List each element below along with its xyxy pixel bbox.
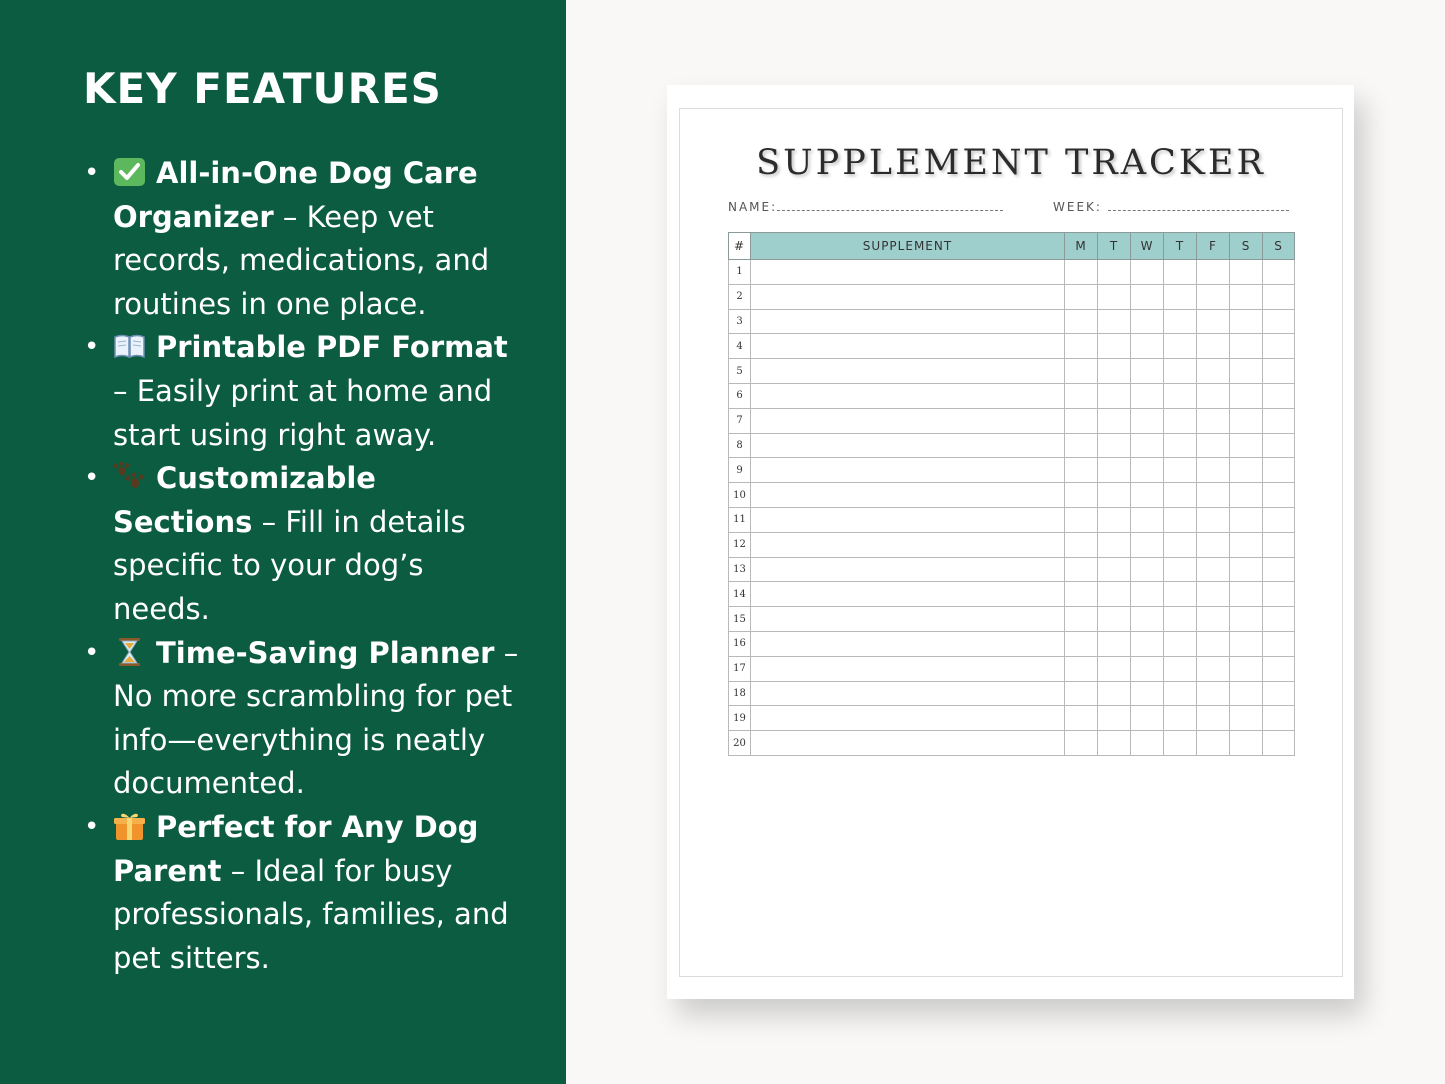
table-header-row (729, 233, 1295, 260)
day-cell (1263, 631, 1295, 656)
day-cell (1065, 557, 1098, 582)
table-row (729, 408, 1295, 433)
day-cell (1164, 408, 1197, 433)
day-cell (1197, 631, 1230, 656)
bullet: • (84, 463, 100, 494)
day-cell (1065, 383, 1098, 408)
day-cell (1065, 309, 1098, 334)
row-number: 6 (729, 383, 751, 408)
day-cell (1065, 706, 1098, 731)
day-cell (1263, 260, 1295, 285)
day-cell (1164, 334, 1197, 359)
row-number: 2 (729, 284, 751, 309)
supplement-cell (751, 507, 1065, 532)
day-cell (1164, 458, 1197, 483)
table-row (729, 557, 1295, 582)
day-cell (1164, 681, 1197, 706)
column-header: F (1197, 233, 1230, 260)
day-cell (1197, 656, 1230, 681)
day-cell (1131, 383, 1164, 408)
day-cell (1098, 731, 1131, 756)
day-cell (1098, 656, 1131, 681)
day-cell (1197, 483, 1230, 508)
day-cell (1131, 433, 1164, 458)
supplement-cell (751, 631, 1065, 656)
day-cell (1263, 458, 1295, 483)
day-cell (1230, 408, 1263, 433)
features-title: KEY FEATURES (83, 64, 442, 113)
day-cell (1164, 507, 1197, 532)
feature-text: – Ideal for busy professionals, families, and pet sitters. (113, 853, 509, 975)
day-cell (1230, 309, 1263, 334)
day-cell (1164, 483, 1197, 508)
day-cell (1197, 507, 1230, 532)
day-cell (1230, 260, 1263, 285)
day-cell (1065, 656, 1098, 681)
day-cell (1197, 681, 1230, 706)
feature-bold-text: All-in-One Dog Care Organizer (113, 156, 478, 234)
day-cell (1197, 582, 1230, 607)
day-cell (1131, 260, 1164, 285)
day-cell (1197, 706, 1230, 731)
table-row (729, 309, 1295, 334)
day-cell (1197, 532, 1230, 557)
supplement-cell (751, 458, 1065, 483)
row-number: 5 (729, 359, 751, 384)
day-cell (1131, 309, 1164, 334)
day-cell (1098, 309, 1131, 334)
day-cell (1230, 359, 1263, 384)
table-row (729, 260, 1295, 285)
day-cell (1230, 383, 1263, 408)
day-cell (1164, 532, 1197, 557)
bullet: • (84, 158, 100, 188)
day-cell (1065, 408, 1098, 433)
gift-icon (113, 811, 146, 841)
day-cell (1065, 260, 1098, 285)
day-cell (1263, 383, 1295, 408)
table-row (729, 483, 1295, 508)
day-cell (1197, 383, 1230, 408)
day-cell (1164, 731, 1197, 756)
day-cell (1230, 681, 1263, 706)
day-cell (1131, 507, 1164, 532)
features-list (84, 152, 524, 980)
day-cell (1263, 334, 1295, 359)
supplement-cell (751, 656, 1065, 681)
day-cell (1263, 656, 1295, 681)
day-cell (1164, 383, 1197, 408)
day-cell (1230, 433, 1263, 458)
day-cell (1098, 408, 1131, 433)
day-cell (1131, 408, 1164, 433)
supplement-cell (751, 483, 1065, 508)
table-row (729, 631, 1295, 656)
day-cell (1065, 483, 1098, 508)
day-cell (1197, 334, 1230, 359)
column-header: M (1065, 233, 1098, 260)
feature-text: – Fill in details specific to your dog’s needs. (113, 504, 466, 626)
row-number: 15 (729, 607, 751, 632)
week-field (1053, 200, 1289, 218)
supplement-cell (751, 334, 1065, 359)
day-cell (1164, 433, 1197, 458)
table-body (729, 260, 1295, 756)
table-row (729, 334, 1295, 359)
table-row (729, 731, 1295, 756)
table-row (729, 507, 1295, 532)
printable-page (667, 85, 1354, 999)
day-cell (1230, 284, 1263, 309)
supplement-cell (751, 582, 1065, 607)
tracker-table (728, 232, 1295, 756)
day-cell (1164, 706, 1197, 731)
row-number: 19 (729, 706, 751, 731)
paw-prints-icon (113, 462, 146, 492)
day-cell (1164, 557, 1197, 582)
table-row (729, 582, 1295, 607)
day-cell (1065, 631, 1098, 656)
column-header: W (1131, 233, 1164, 260)
column-header: T (1164, 233, 1197, 260)
day-cell (1065, 731, 1098, 756)
open-book-icon (113, 331, 146, 361)
name-label: NAME: (728, 200, 778, 214)
feature-item (84, 632, 524, 806)
feature-text: – No more scrambling for pet info—everything is neatly documented. (113, 635, 519, 801)
row-number: 17 (729, 656, 751, 681)
day-cell (1164, 607, 1197, 632)
column-header: # (729, 233, 751, 260)
day-cell (1263, 284, 1295, 309)
day-cell (1098, 507, 1131, 532)
day-cell (1230, 631, 1263, 656)
page-border (679, 108, 1343, 977)
row-number: 8 (729, 433, 751, 458)
day-cell (1263, 359, 1295, 384)
day-cell (1263, 582, 1295, 607)
day-cell (1263, 532, 1295, 557)
day-cell (1065, 607, 1098, 632)
supplement-cell (751, 433, 1065, 458)
row-number: 13 (729, 557, 751, 582)
table-row (729, 284, 1295, 309)
hourglass-icon (113, 637, 146, 667)
column-header: SUPPLEMENT (751, 233, 1065, 260)
day-cell (1065, 284, 1098, 309)
day-cell (1098, 359, 1131, 384)
feature-item (84, 457, 524, 631)
table-row (729, 706, 1295, 731)
page-title: SUPPLEMENT TRACKER (756, 143, 1266, 183)
day-cell (1065, 359, 1098, 384)
feature-text: – Easily print at home and start using right away. (113, 373, 493, 452)
day-cell (1065, 532, 1098, 557)
day-cell (1164, 309, 1197, 334)
row-number: 1 (729, 260, 751, 285)
row-number: 18 (729, 681, 751, 706)
day-cell (1131, 607, 1164, 632)
bullet: • (84, 637, 100, 668)
day-cell (1263, 557, 1295, 582)
name-field (728, 200, 1003, 218)
column-header: S (1230, 233, 1263, 260)
day-cell (1131, 557, 1164, 582)
day-cell (1098, 458, 1131, 483)
day-cell (1098, 433, 1131, 458)
table-row (729, 383, 1295, 408)
day-cell (1065, 507, 1098, 532)
day-cell (1098, 631, 1131, 656)
supplement-cell (751, 309, 1065, 334)
row-number: 4 (729, 334, 751, 359)
day-cell (1131, 334, 1164, 359)
day-cell (1098, 483, 1131, 508)
day-cell (1197, 260, 1230, 285)
day-cell (1098, 334, 1131, 359)
day-cell (1230, 458, 1263, 483)
day-cell (1131, 582, 1164, 607)
day-cell (1263, 731, 1295, 756)
feature-item (84, 326, 524, 457)
day-cell (1263, 483, 1295, 508)
day-cell (1197, 731, 1230, 756)
row-number: 7 (729, 408, 751, 433)
table-row (729, 607, 1295, 632)
day-cell (1164, 656, 1197, 681)
day-cell (1197, 607, 1230, 632)
day-cell (1131, 656, 1164, 681)
name-line (777, 200, 1003, 211)
day-cell (1098, 284, 1131, 309)
day-cell (1164, 260, 1197, 285)
week-label: WEEK: (1053, 200, 1102, 214)
day-cell (1098, 706, 1131, 731)
supplement-cell (751, 557, 1065, 582)
day-cell (1230, 607, 1263, 632)
day-cell (1230, 582, 1263, 607)
day-cell (1263, 309, 1295, 334)
week-line (1108, 200, 1289, 211)
day-cell (1098, 557, 1131, 582)
feature-item (84, 152, 524, 326)
day-cell (1263, 706, 1295, 731)
day-cell (1263, 408, 1295, 433)
supplement-cell (751, 706, 1065, 731)
day-cell (1131, 359, 1164, 384)
row-number: 20 (729, 731, 751, 756)
day-cell (1131, 458, 1164, 483)
day-cell (1197, 458, 1230, 483)
day-cell (1197, 408, 1230, 433)
day-cell (1098, 383, 1131, 408)
day-cell (1263, 607, 1295, 632)
features-panel (0, 0, 566, 1084)
table-row (729, 656, 1295, 681)
day-cell (1164, 631, 1197, 656)
day-cell (1098, 532, 1131, 557)
day-cell (1197, 557, 1230, 582)
column-header: S (1263, 233, 1295, 260)
feature-text: – Keep vet records, medications, and routines in one place. (113, 199, 490, 321)
day-cell (1098, 607, 1131, 632)
day-cell (1098, 681, 1131, 706)
day-cell (1230, 706, 1263, 731)
day-cell (1065, 458, 1098, 483)
day-cell (1065, 433, 1098, 458)
day-cell (1230, 731, 1263, 756)
day-cell (1263, 681, 1295, 706)
day-cell (1131, 706, 1164, 731)
column-header: T (1098, 233, 1131, 260)
day-cell (1230, 507, 1263, 532)
supplement-cell (751, 383, 1065, 408)
day-cell (1131, 532, 1164, 557)
day-cell (1230, 557, 1263, 582)
supplement-cell (751, 607, 1065, 632)
bullet: • (84, 332, 100, 363)
row-number: 16 (729, 631, 751, 656)
table-row (729, 681, 1295, 706)
day-cell (1098, 582, 1131, 607)
feature-bold-text: Customizable Sections (113, 461, 376, 539)
day-cell (1197, 359, 1230, 384)
day-cell (1164, 284, 1197, 309)
day-cell (1230, 483, 1263, 508)
bullet: • (84, 811, 100, 842)
day-cell (1131, 681, 1164, 706)
day-cell (1131, 731, 1164, 756)
table-row (729, 359, 1295, 384)
day-cell (1263, 507, 1295, 532)
day-cell (1065, 582, 1098, 607)
supplement-cell (751, 532, 1065, 557)
day-cell (1230, 532, 1263, 557)
day-cell (1263, 433, 1295, 458)
day-cell (1197, 433, 1230, 458)
row-number: 9 (729, 458, 751, 483)
supplement-cell (751, 408, 1065, 433)
row-number: 11 (729, 507, 751, 532)
row-number: 10 (729, 483, 751, 508)
feature-bold-text: Printable PDF Format (156, 330, 508, 365)
day-cell (1065, 334, 1098, 359)
table-row (729, 433, 1295, 458)
feature-item (84, 806, 524, 980)
day-cell (1164, 582, 1197, 607)
row-number: 14 (729, 582, 751, 607)
table-row (729, 532, 1295, 557)
day-cell (1164, 359, 1197, 384)
supplement-cell (751, 681, 1065, 706)
day-cell (1098, 260, 1131, 285)
supplement-cell (751, 284, 1065, 309)
day-cell (1131, 631, 1164, 656)
day-cell (1131, 284, 1164, 309)
day-cell (1197, 309, 1230, 334)
day-cell (1230, 656, 1263, 681)
day-cell (1230, 334, 1263, 359)
day-cell (1065, 681, 1098, 706)
check-mark-icon (113, 157, 146, 187)
feature-bold-text: Time-Saving Planner (156, 635, 495, 670)
supplement-cell (751, 359, 1065, 384)
day-cell (1197, 284, 1230, 309)
table-row (729, 458, 1295, 483)
day-cell (1131, 483, 1164, 508)
row-number: 12 (729, 532, 751, 557)
row-number: 3 (729, 309, 751, 334)
supplement-cell (751, 731, 1065, 756)
feature-bold-text: Perfect for Any Dog Parent (113, 809, 479, 888)
supplement-cell (751, 260, 1065, 285)
